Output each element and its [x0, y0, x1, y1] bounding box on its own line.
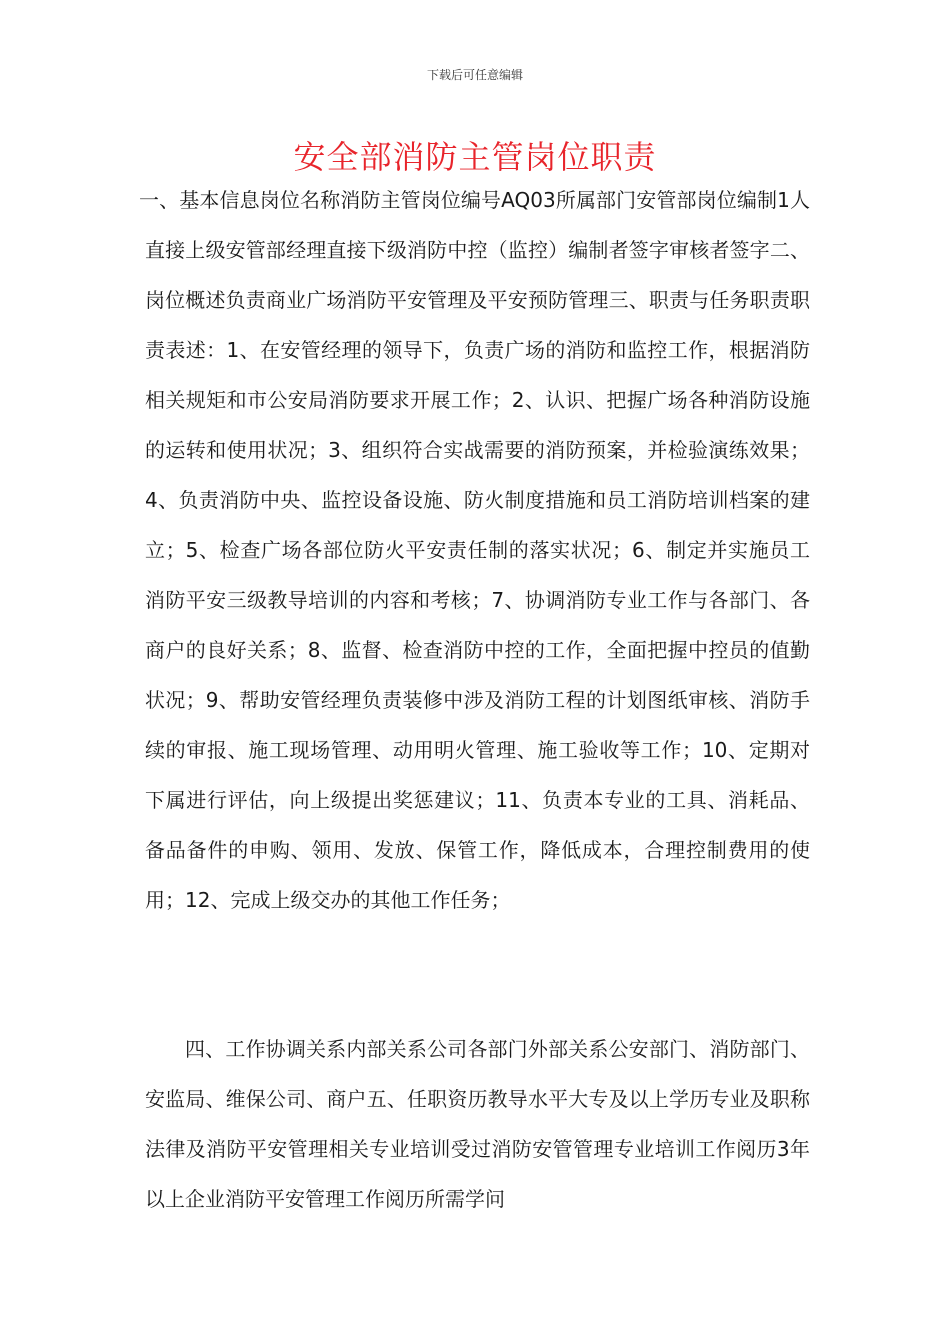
document-title: 安全部消防主管岗位职责: [293, 138, 657, 176]
header-note: 下载后可任意编辑: [426, 68, 523, 82]
paragraph-relations-qualifications: 四、工作协调关系内部关系公司各部门外部关系公安部门、消防部门、安监局、维保公司、商户五、任职资历教导水平大专及以上学历专业及职称法律及消防平安管理相关专业培训受过消防安管管理专业培训工作阅历3年以上企业消防平安管理工作阅历所需学问: [145, 1037, 810, 1211]
paragraph-duties: 一、基本信息岗位名称消防主管岗位编号AQ03所属部门安管部岗位编制1人直接上级安管部经理直接下级消防中控（监控）编制者签字审核者签字二、岗位概述负责商业广场消防平安管理及平安预防管理三、职责与任务职责职责表述：1、在安管经理的领导下，负责广场的消防和监控工作，根据消防相关规矩和市公安局消防要求开展工作；2、认识、把握广场各种消防设施的运转和使用状况；3、组织符合实战需要的消防预案，并检验演练效果；4、负责消防中央、监控设备设施、防火制度措施和员工消防培训档案的建立；5、检查广场各部位防火平安责任制的落实状况；6、制定并实施员工消防平安三级教导培训的内容和考核；7、协调消防专业工作与各部门、各商户的良好关系；8、监督、检查消防中控的工作，全面把握中控员的值勤状况；9、帮助安管经理负责装修中涉及消防工程的计划图纸审核、消防手续的审报、施工现场管理、动用明火管理、施工验收等工作；10、定期对下属进行评估，向上级提出奖惩建议；11、负责本专业的工具、消耗品、备品备件的申购、领用、发放、保管工作，降低成本，合理控制费用的使用；12、完成上级交办的其他工作任务；: [139, 188, 810, 912]
